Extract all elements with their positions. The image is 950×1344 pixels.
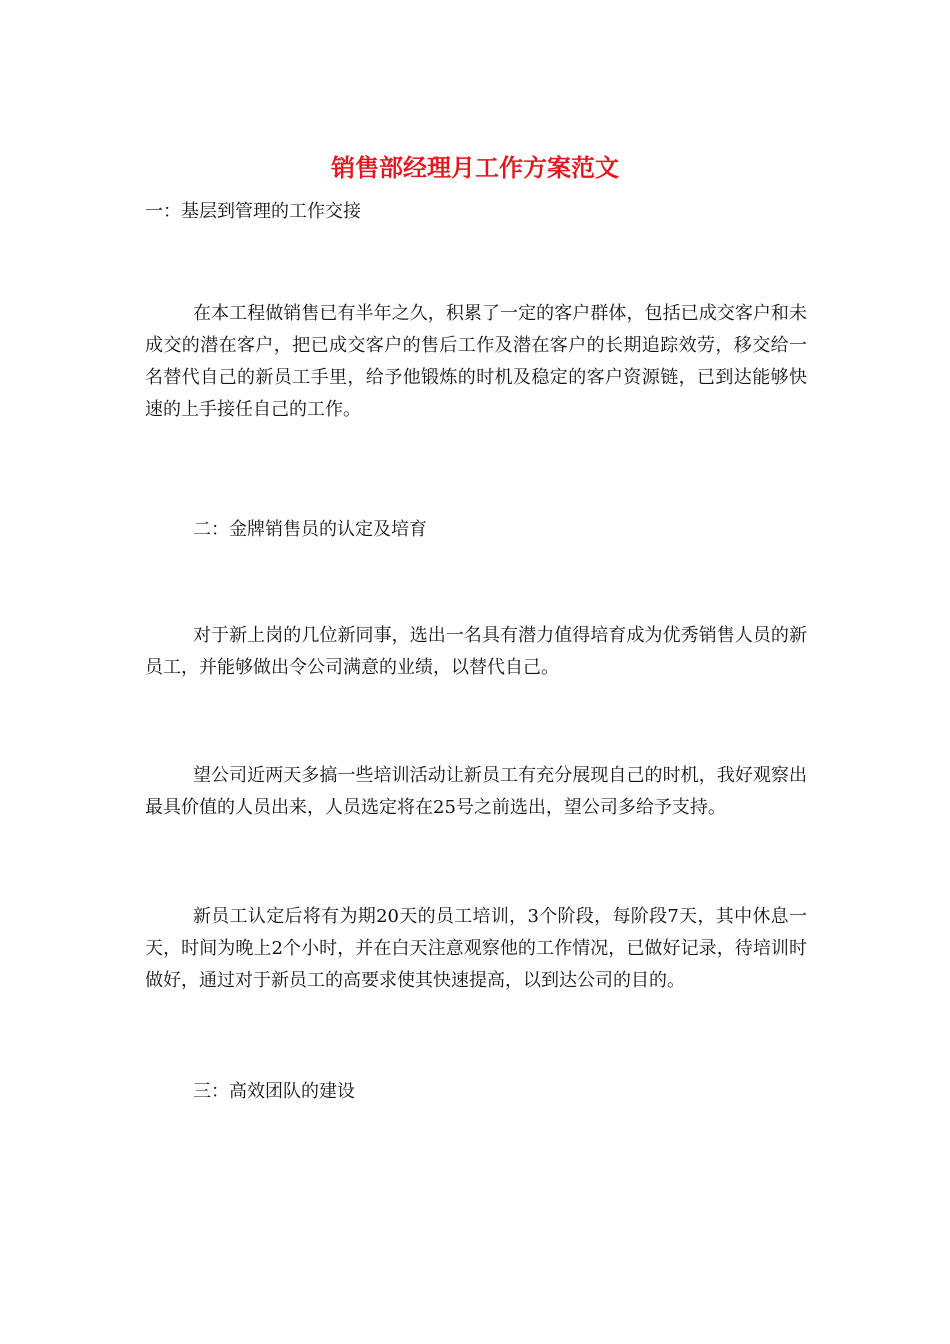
section-heading-1: 一：基层到管理的工作交接 <box>145 201 361 222</box>
section-heading-3: 三：高效团队的建设 <box>193 1081 355 1102</box>
paragraph-4: 新员工认定后将有为期20天的员工培训，3个阶段，每阶段7天，其中休息一天，时间为晚上2个小时，并在白天注意观察他的工作情况，已做好记录，待培训时做好，通过对于新员工的高要求使其快速提高，以到达公司的目的。 <box>145 906 807 991</box>
section-heading-2: 二：金牌销售员的认定及培育 <box>193 519 427 540</box>
paragraph-2: 对于新上岗的几位新同事，选出一名具有潜力值得培育成为优秀销售人员的新员工，并能够做出令公司满意的业绩，以替代自己。 <box>145 625 807 678</box>
paragraph-1: 在本工程做销售已有半年之久，积累了一定的客户群体，包括已成交客户和未成交的潜在客户，把已成交客户的售后工作及潜在客户的长期追踪效劳，移交给一名替代自己的新员工手里，给予他锻炼的时机及稳定的客户资源链，已到达能够快速的上手接任自己的工作。 <box>145 303 807 420</box>
paragraph-3: 望公司近两天多搞一些培训活动让新员工有充分展现自己的时机，我好观察出最具价值的人员出来，人员选定将在25号之前选出，望公司多给予支持。 <box>145 765 807 818</box>
document-title: 销售部经理月工作方案范文 <box>331 153 619 182</box>
